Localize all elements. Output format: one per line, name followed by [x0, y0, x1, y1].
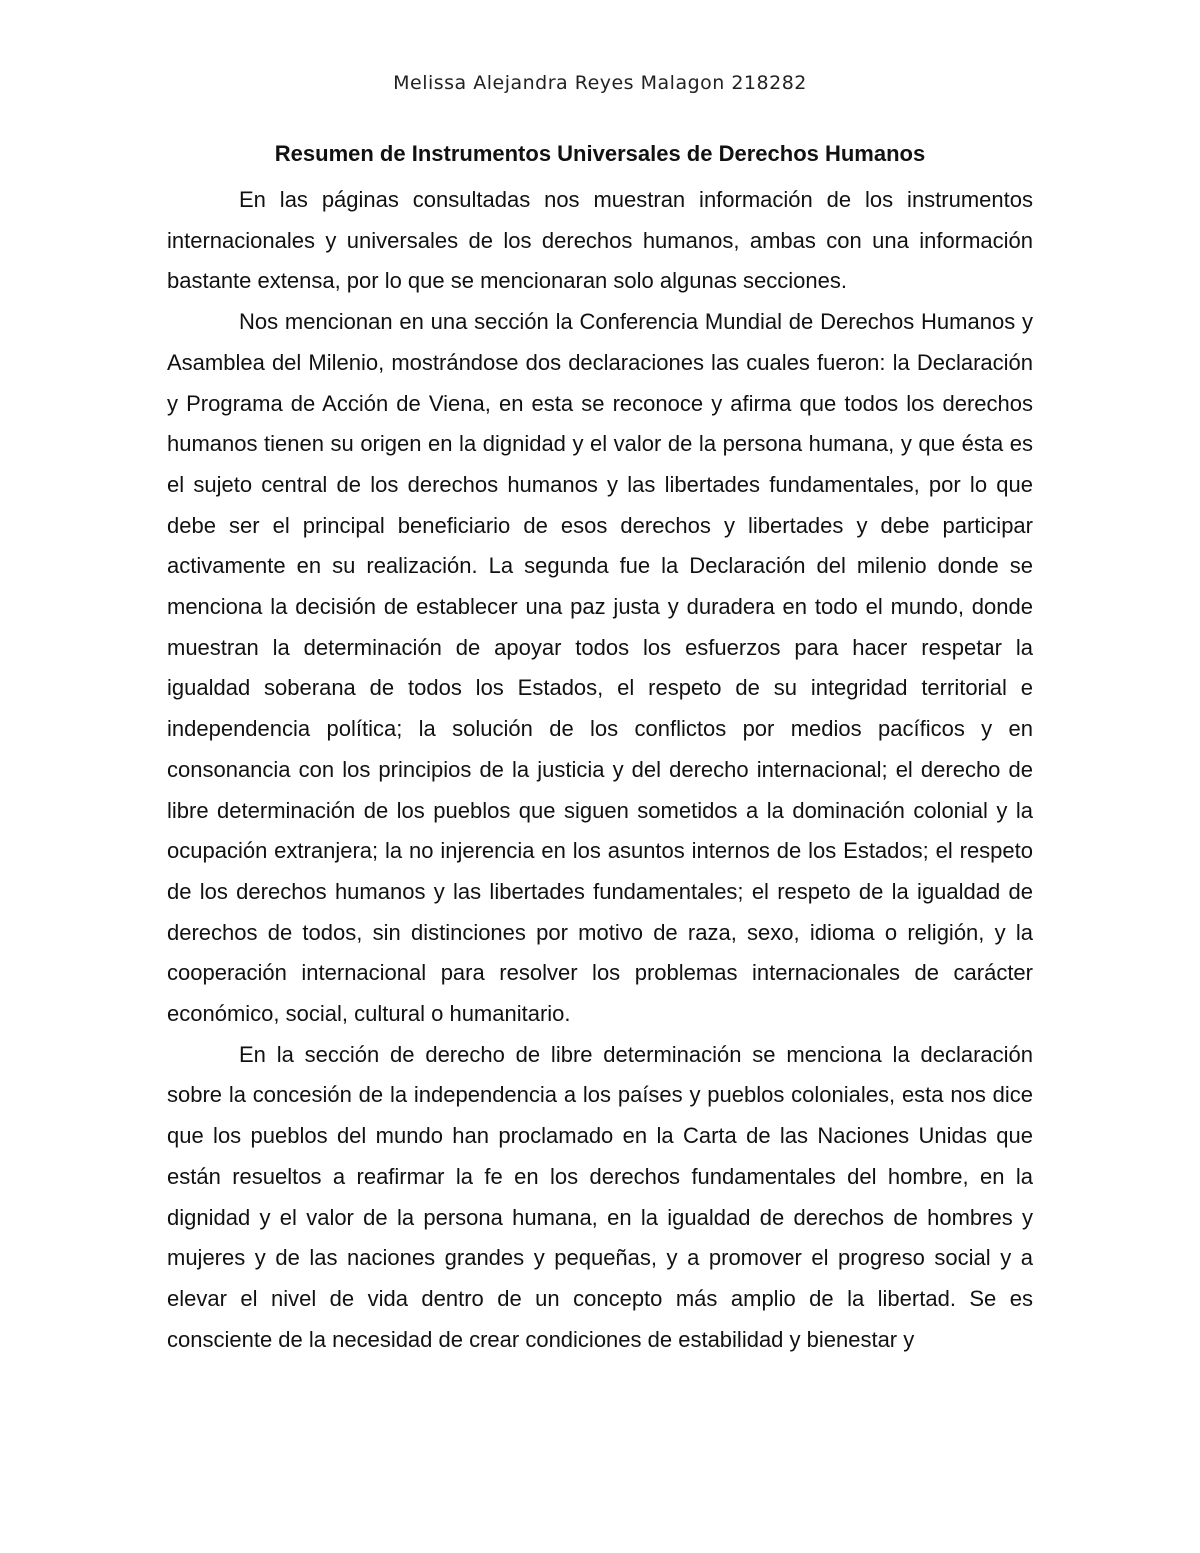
paragraph-2: Nos mencionan en una sección la Conferencia Mundial de Derechos Humanos y Asamblea del Milenio, mostrándose dos declaraciones las cuales fueron: la Declaración y Programa de Acción de Viena, en esta se reconoce y afirma que todos los derechos humanos tienen su origen en la dignidad y el valor de la persona humana, y que ésta es el sujeto central de los derechos humanos y las libertades fundamentales, por lo que debe ser el principal beneficiario de esos derechos y libertades y debe participar activamente en su realización. La segunda fue la Declaración del milenio donde se menciona la decisión de establecer una paz justa y duradera en todo el mundo, donde muestran la determinación de apoyar todos los esfuerzos para hacer respetar la igualdad soberana de todos los Estados, el respeto de su integridad territorial e independencia política; la solución de los conflictos por medios pacíficos y en consonancia con los principios de la justicia y del derecho internacional; el derecho de libre determinación de los pueblos que siguen sometidos a la dominación colonial y la ocupación extranjera; la no injerencia en los asuntos internos de los Estados; el respeto de los derechos humanos y las libertades fundamentales; el respeto de la igualdad de derechos de todos, sin distinciones por motivo de raza, sexo, idioma o religión, y la cooperación internacional para resolver los problemas internacionales de carácter económico, social, cultural o humanitario.: [167, 309, 1033, 1027]
document-body: [167, 180, 1033, 1360]
document-title: Resumen de Instrumentos Universales de Derechos Humanos: [274, 141, 926, 166]
paragraph-1: En las páginas consultadas nos muestran información de los instrumentos internacionales y universales de los derechos humanos, ambas con una información bastante extensa, por lo que se mencionaran solo algunas secciones.: [167, 187, 1033, 294]
paragraph-3: En la sección de derecho de libre determinación se menciona la declaración sobre la concesión de la independencia a los países y pueblos coloniales, esta nos dice que los pueblos del mundo han proclamado en la Carta de las Naciones Unidas que están resueltos a reafirmar la fe en los derechos fundamentales del hombre, en la dignidad y el valor de la persona humana, en la igualdad de derechos de hombres y mujeres y de las naciones grandes y pequeñas, y a promover el progreso social y a elevar el nivel de vida dentro de un concepto más amplio de la libertad. Se es consciente de la necesidad de crear condiciones de estabilidad y bienestar y: [167, 1041, 1033, 1352]
page-header-author: Melissa Alejandra Reyes Malagon 218282: [393, 72, 807, 94]
